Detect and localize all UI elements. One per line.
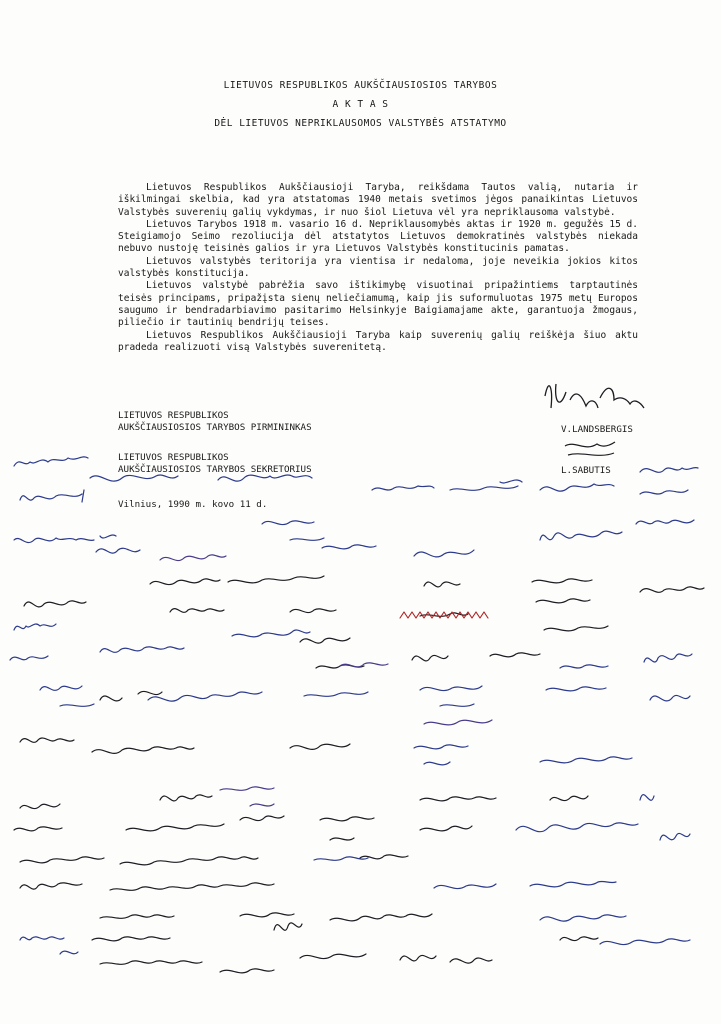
chairman-signature bbox=[545, 384, 644, 408]
paragraph-2: Lietuvos Tarybos 1918 m. vasario 16 d. Nepriklausomybės aktas ir 1920 m. gegužės 15 d. Steigiamojo Seimo rezoliucija dėl atstatytos Lietuvos demokratinės valstybės niekada nebuvo nustoję teisinės galios ir yra Lietuvos Valstybės konstitucinis pamatas. bbox=[118, 218, 638, 255]
title-line-2: A K T A S bbox=[332, 99, 389, 110]
chairman-label: LIETUVOS RESPUBLIKOS AUKŠČIAUSIOSIOS TARYBOS PIRMININKAS bbox=[118, 410, 312, 433]
paragraph-4: Lietuvos valstybė pabrėžia savo ištikimybę visuotinai pripažintiems tarptautinės teisės principams, pripažįsta sienų neliečiamumą, kaip jis suformuluotas 1975 metų Europos saugumo ir bendradarbiavimo pasitarimo Helsinkyje Baigiamajame akte, garantuoja žmogaus, piliečio ir tautinių bendrijų teises. bbox=[118, 280, 638, 329]
paragraph-1: Lietuvos Respublikos Aukščiausioji Taryba, reikšdama Tautos valią, nutaria ir iškilmingai skelbia, kad yra atstatomas 1940 metais svetimos jėgos panaikintas Lietuvos Valstybės suverenių galių vykdymas, ir nuo šiol Lietuva vėl yra nepriklausoma valstybė. bbox=[118, 182, 638, 218]
secretary-signature bbox=[565, 442, 615, 455]
paragraph-5: Lietuvos Respublikos Aukščiausioji Taryba kaip suverenių galių reiškėja šiuo aktu pradeda realizuoti visą Valstybės suverenitetą. bbox=[118, 329, 638, 353]
title-line-1: LIETUVOS RESPUBLIKOS AUKŠČIAUSIOSIOS TARYBOS bbox=[223, 80, 498, 91]
place-date: Vilnius, 1990 m. kovo 11 d. bbox=[118, 499, 268, 510]
chairman-name: V.LANDSBERGIS bbox=[561, 424, 633, 435]
title-line-3: DĖL LIETUVOS NEPRIKLAUSOMOS VALSTYBĖS ATSTATYMO bbox=[214, 118, 507, 129]
paragraph-3: Lietuvos valstybės teritorija yra vientisa ir nedaloma, joje neveikia jokios kitos valstybės konstitucija. bbox=[118, 255, 638, 280]
secretary-name: L.SABUTIS bbox=[561, 465, 611, 476]
secretary-label: LIETUVOS RESPUBLIKOS AUKŠČIAUSIOSIOS TARYBOS SEKRETORIUS bbox=[118, 452, 312, 475]
deputies-signatures bbox=[10, 457, 704, 973]
